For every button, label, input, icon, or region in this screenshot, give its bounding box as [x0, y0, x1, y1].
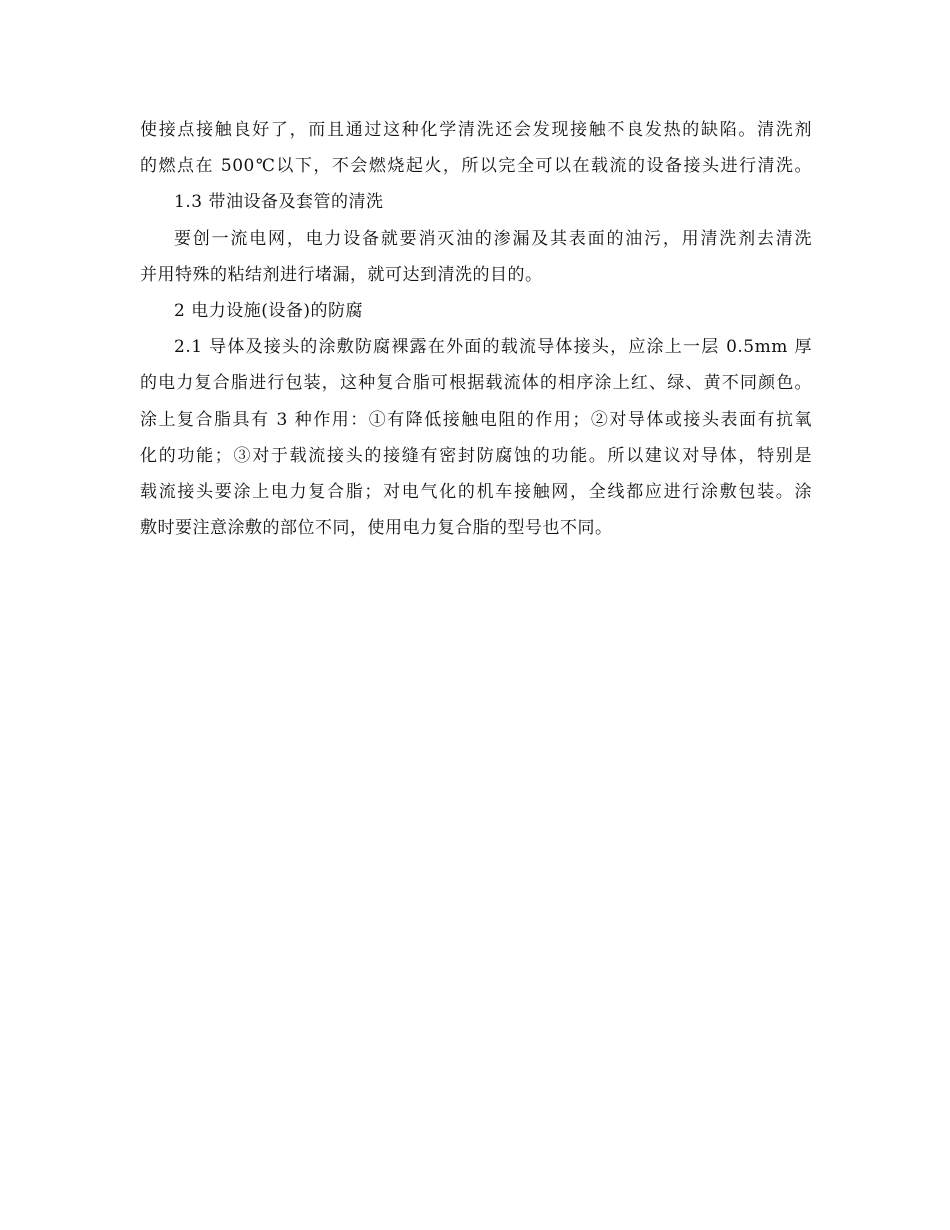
paragraph-line: 化的功能；③对于载流接头的接缝有密封防腐蚀的功能。所以建议对导体，特别是: [140, 445, 812, 466]
paragraph-line: 的电力复合脂进行包装，这种复合脂可根据载流体的相序涂上红、绿、黄不同颜色。: [140, 373, 812, 394]
paragraph-line: 使接点接触良好了，而且通过这种化学清洗还会发现接触不良发热的缺陷。清洗剂: [140, 120, 812, 140]
section-heading: 2 电力设施(设备)的防腐: [174, 300, 363, 321]
document-body: [140, 112, 812, 546]
section-heading: 1.3 带油设备及套管的清洗: [174, 192, 384, 213]
paragraph-line: 敷时要注意涂敷的部位不同，使用电力复合脂的型号也不同。: [140, 518, 613, 539]
paragraph-line: 涂上复合脂具有 3 种作用：①有降低接触电阻的作用；②对导体或接头表面有抗氧: [140, 409, 812, 430]
paragraph-line: 载流接头要涂上电力复合脂；对电气化的机车接触网，全线都应进行涂敷包装。涂: [140, 481, 812, 502]
paragraph-line: 2.1 导体及接头的涂敷防腐裸露在外面的载流导体接头，应涂上一层 0.5mm 厚: [174, 337, 812, 358]
paragraph-line: 的燃点在 500℃以下，不会燃烧起火，所以完全可以在载流的设备接头进行清洗。: [140, 156, 812, 177]
paragraph-line: 并用特殊的粘结剂进行堵漏，就可达到清洗的目的。: [140, 264, 543, 285]
paragraph-line: 要创一流电网，电力设备就要消灭油的渗漏及其表面的油污，用清洗剂去清洗: [174, 228, 812, 249]
